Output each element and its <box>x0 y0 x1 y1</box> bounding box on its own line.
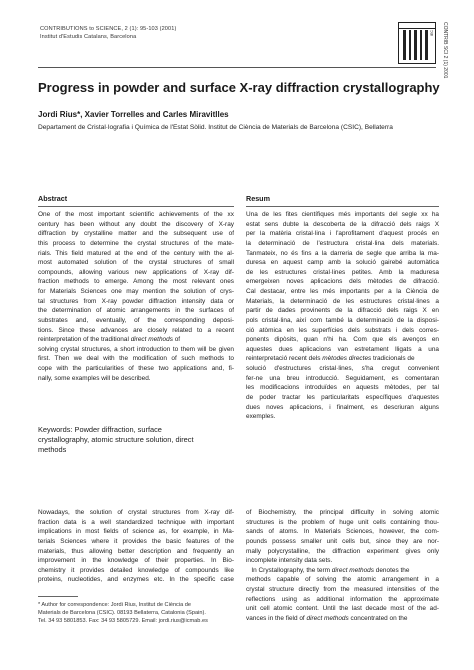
resum-text: Una de les fites científiques més importants del segle xx ha estat sens dubte la descoberta de la difracció dels raigs X per la matèria cristal·lina i l'aprofitament d'aquest procés en la determinació de l'estructura cristal·lina dels materials. Tanmateix, no és fins a la darreria de segle que arriba la ma- duresa en aquest camp amb la solució gairebé automàtica de les estructures cristal·lines petites. Amb la maduresa emergeixen noves aplicacions dels mètodes de difracció. Cal destacar, entre les més importants per a la Ciència de Materials, la determinació de les estructures cristal·lines a partir de dades provinents de la difracció dels raigs X en pols cristal·lina, així com també la determinació de la disposi- ció atòmica en les superfícies dels substrats i dels corres- ponents dipòsits, quan n'hi ha. Com que els avenços en aquestes dues aplicacions van estretament lligats a una reinterpretació recent dels mètodes directes tradicionals de solució d'estructures cristal·lines, s'ha cregut convenient fer-ne una breu introducció. Seguidament, es comentaran les modificacions introduïdes en aquests mètodes, per tal de poder tractar les particularitats específiques d'aquestes dues noves aplicacions, i finalment, es descriuran alguns exemples. <box>246 211 439 421</box>
resum-heading: Resum <box>246 194 270 203</box>
keywords: Keywords: Powder diffraction, surface crystallography, atomic structure solution, direct methods <box>38 425 194 455</box>
abstract-emphasis: direct methods <box>130 336 173 344</box>
resum-emphasis: mètodes directes <box>322 355 372 363</box>
resum-rule <box>246 206 439 207</box>
abstract-rule <box>38 206 234 207</box>
article-authors: Jordi Rius*, Xavier Torrelles and Carles Miravitlles <box>38 110 229 119</box>
body-emphasis-1: direct methods <box>331 566 374 574</box>
journal-citation: CONTRIBUTIONS to SCIENCE, 2 (1): 95-103 (2001) <box>40 26 177 32</box>
footnote-rule <box>38 596 78 597</box>
institution-logo <box>398 22 436 64</box>
body-right-column: of Biochemistry, the principal difficulty in solving atomic structures is the problem of huge unit cells containing thou- sands of atoms. In Materials Sciences, however, the com- pounds possess smaller unit cells but, since they are nor- mally polycrystalline, the diffraction experiment gives only incomplete intensity data sets. In Crystallography, the term direct methods denotes the methods capable of solving the atomic arrangement in a crystal structure directly from the measured intensities of the reflections using as additional information the approximate unit cell atomic content. Until the last decade most of the ad- vances in the field of direct methods concentrated on the <box>246 509 439 622</box>
article-title: Progress in powder and surface X-ray diffraction crystallography <box>38 80 440 95</box>
side-caption: CONTRIB SCI 2 (1) 2001 <box>442 22 448 79</box>
body-emphasis-2: direct methods <box>306 614 349 622</box>
abstract-heading: Abstract <box>38 194 68 203</box>
body-left-column: Nowadays, the solution of crystal structures from X-ray dif- fraction data is a well standardized technique with important implications in most fields of science as, for example, in Ma- terials Sciences where it provides the basic features of the materials, thus allowing better description and frequently an improvement in the knowledge of their properties. In Bio- chemistry it provides detailed knowledge of compounds like proteins, nucleotides, and enzymes etc. In the specific case <box>38 509 234 584</box>
footnote: * Author for correspondence: Jordi Rius, Institut de Ciència de Materials de Barcelona (CSIC). 08193 Bellaterra, Catalonia (Spain). Tel. 34 93 5801853. Fax: 34 93 5805729. Email: jordi.rius@icmab.es <box>38 602 208 624</box>
author-affiliation: Departament de Cristal·lografia i Química de l'Estat Sòlid. Institut de Ciència de Materials de Barcelona (CSIC), Bellaterra <box>38 124 393 131</box>
journal-publisher: Institut d'Estudis Catalans, Barcelona <box>40 34 137 40</box>
logo-text: IEC <box>430 30 434 36</box>
journal-header <box>40 25 176 41</box>
abstract-text: One of the most important scientific achievements of the xx century has been without any doubt the discovery of X-ray diffraction by crystalline matter and the subsequent use of this process to determine the crystal structures of the mate- rials. This field matured at the end of the century with the al- most automated solution of the crystal structures of small compounds, allowing various new applications of X-ray dif- fraction methods to emerge. Among the most relevant ones for Materials Sciences one may mention the solution of crys- tal structures from X-ray powder diffraction intensity data or the determination of atomic arrangements in the surfaces of substrates and, eventually, of the corresponding deposi- tions. Since these advances are closely related to a recent reinterpretation of the traditional direct methods of solving crystal structures, a short introduction to them will be given first. Then we deal with the modification of such methods to cope with the particularities of these two applications and, fi- nally, some examples will be described. <box>38 211 234 382</box>
header-rule <box>38 67 436 68</box>
